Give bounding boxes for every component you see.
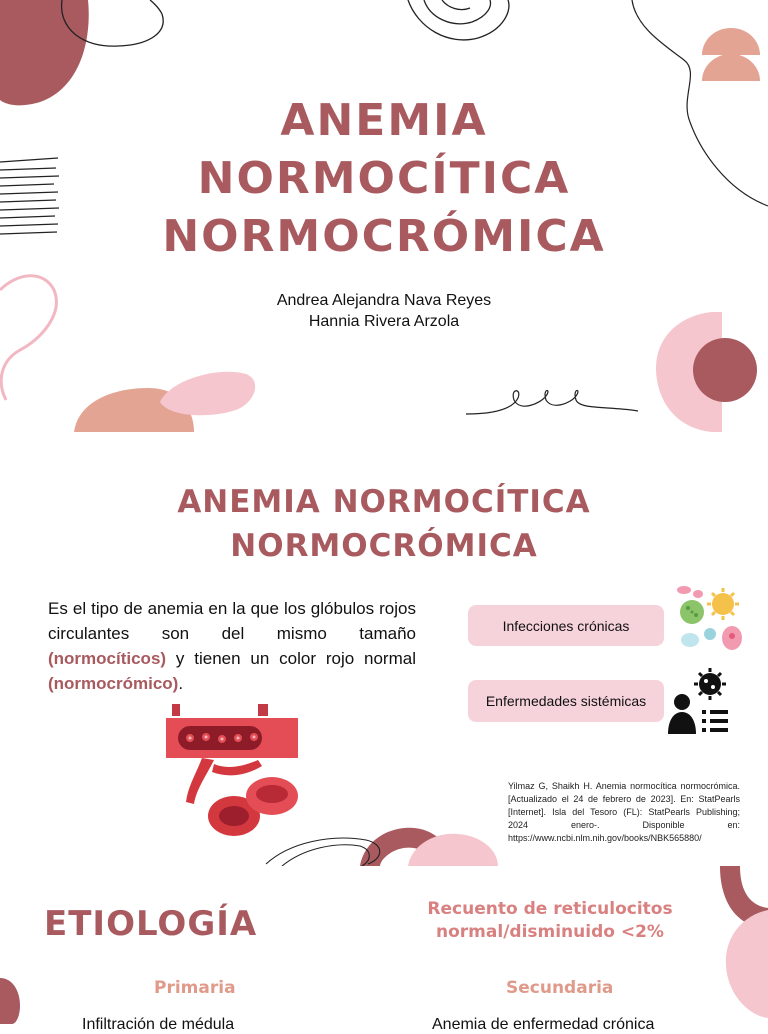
title-line: ANEMIA NORMOCÍTICA [177,484,591,520]
reticulocyte-count [400,898,700,944]
cause-item-enfermedades [468,680,664,722]
pink-leaf [160,372,255,416]
slide-title [0,480,768,568]
title-slide [0,0,768,432]
cause-label: Infecciones crónicas [502,617,630,634]
peach-halfcircles-top-right [702,28,760,81]
presentation-title [0,92,768,266]
reticulocyte-line: Recuento de reticulocitos [427,899,673,919]
rose-blob-top-left [0,0,89,105]
rose-circle-right [693,338,757,402]
microbes-icon [672,582,746,654]
cause-label: Enfermedades sistémicas [485,693,647,709]
reticulocyte-line: normal/disminuido <2% [436,922,664,942]
definition-slide [0,432,768,866]
rose-blob-left [0,978,20,1024]
definition-text [48,596,416,696]
primary-text: Infiltración de médula [82,1016,235,1033]
etiology-slide [0,866,768,1033]
slide-title: ETIOLOGÍA [44,904,258,944]
bibliographic-reference: Yilmaz G, Shaikh H. Anemia normocítica normocrómica. [Actualizado el 24 de febrero de 2023]. En: StatPearls [Internet]. Isla del Tesoro (FL): StatPearls Publishing; 2024 enero-. Disponible en: https://www.ncbi.nlm.nih.gov/books/NBK565880/ [508,781,740,843]
primary-heading: Primaria [154,978,236,998]
authors [0,290,768,332]
title-line: NORMOCRÓMICA [162,211,606,262]
cause-item-infecciones [468,605,664,646]
author-name: Andrea Alejandra Nava Reyes [276,292,492,309]
spiral-top-center [408,0,509,40]
secondary-text: Anemia de enfermedad crónica [432,1016,655,1033]
title-line: ANEMIA [280,95,488,146]
term-normocromico: (normocrómico) [48,674,179,693]
term-normocitico: (normocíticos) [48,649,167,668]
decorative-shapes [0,866,768,1024]
title-line: NORMOCRÓMICA [230,528,538,564]
secondary-heading: Secundaria [506,978,614,998]
pink-shape-right [726,910,768,1018]
blood-vessel-red-cells-icon [166,704,302,840]
person-virus-list-icon [666,666,730,738]
definition-part: y tienen un color rojo normal [166,649,416,668]
squiggle-line-bottom [466,390,638,414]
definition-part: . [178,674,184,693]
definition-part: Es el tipo de anemia en la que los glóbulos rojos circulantes son del mismo tamaño [48,599,416,643]
title-line: NORMOCÍTICA [197,153,571,204]
author-name: Hannia Rivera Arzola [308,313,460,330]
